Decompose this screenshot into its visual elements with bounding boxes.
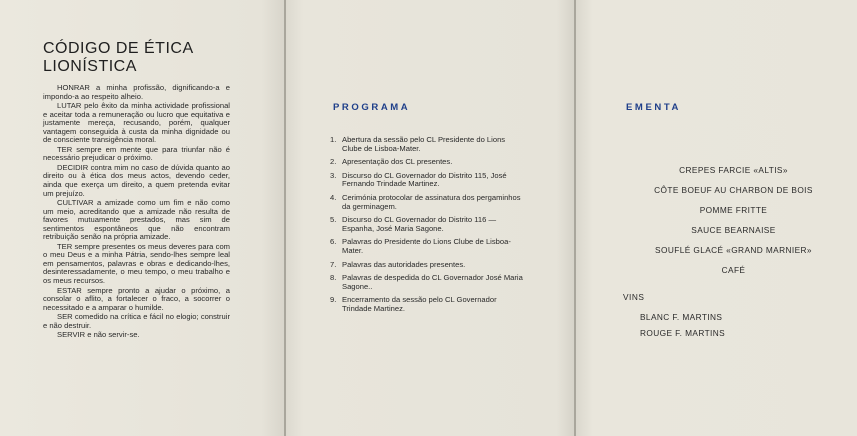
program-item-text: Discurso do CL Governador do Distrito 116 — Espanha, José Maria Sagone. bbox=[342, 215, 497, 233]
program-item bbox=[330, 274, 526, 291]
ethics-text bbox=[43, 84, 230, 341]
program-item bbox=[330, 158, 526, 167]
program-item-text: Palavras de despedida do CL Governador José Maria Sagone.. bbox=[342, 273, 523, 291]
program-item bbox=[330, 261, 526, 270]
program-item-number: 5. bbox=[330, 215, 337, 225]
ethics-paragraph: SER comedido na crítica e fácil no elogio; construir e não destruir. bbox=[43, 312, 230, 330]
program-item-number: 4. bbox=[330, 192, 337, 202]
program-item-number: 6. bbox=[330, 237, 337, 247]
ethics-panel bbox=[0, 0, 284, 436]
program-item-text: Encerramento da sessão pelo CL Governador Trindade Martinez. bbox=[342, 295, 497, 313]
ethics-paragraph: HONRAR a minha profissão, dignificando-a e impondo-a ao respeito alheio. bbox=[43, 83, 230, 101]
ethics-paragraph: DECIDIR contra mim no caso de dúvida quanto ao direito ou à ética dos meus actos, devendo ceder, ainda que exerça um direito, a quem pretenda evitar um prejuízo. bbox=[43, 162, 230, 198]
program-item-text: Cerimónia protocolar de assinatura dos pergaminhos da germinagem. bbox=[342, 192, 521, 211]
program-item bbox=[330, 216, 526, 233]
program-item bbox=[330, 136, 526, 153]
menu-dishes bbox=[626, 166, 841, 286]
program-item-number: 1. bbox=[330, 135, 337, 144]
ethics-title-line1: CÓDIGO DE ÉTICA bbox=[43, 40, 194, 57]
menu-panel bbox=[576, 0, 857, 436]
ethics-paragraph: ESTAR sempre pronto a ajudar o próximo, a consolar o aflito, a fortalecer o fraco, a socorrer o necessitado e a amparar o humilde. bbox=[43, 285, 230, 312]
wines-list bbox=[640, 313, 725, 345]
ethics-title-line2: LIONÍSTICA bbox=[43, 58, 137, 75]
program-item-text: Palavras das autoridades presentes. bbox=[342, 259, 466, 269]
program-item-text: Apresentação dos CL presentes. bbox=[342, 157, 453, 167]
ethics-paragraph: LUTAR pelo êxito da minha actividade profissional e aceitar toda a remuneração ou lucro que equitativa e justamente mereça, recusando, porém, qualquer vantagem conseguida à custa da minha dignidade ou de consciente transigência moral. bbox=[43, 101, 230, 145]
wine-item: ROUGE F. MARTINS bbox=[640, 328, 726, 338]
wine-item: BLANC F. MARTINS bbox=[640, 312, 723, 322]
menu-dish: SOUFLÉ GLACÉ «GRAND MARNIER» bbox=[655, 245, 812, 255]
program-item bbox=[330, 296, 526, 313]
program-item bbox=[330, 172, 526, 189]
menu-dish: CAFÉ bbox=[721, 265, 746, 275]
program-item-number: 3. bbox=[330, 170, 337, 180]
program-item-text: Discurso do CL Governador do Distrito 115, José Fernando Trindade Martinez. bbox=[342, 170, 507, 189]
program-item bbox=[330, 194, 526, 211]
program-item-number: 8. bbox=[330, 273, 337, 283]
ethics-paragraph: CULTIVAR a amizade como um fim e não como um meio, acreditando que a amizade não resulta de favores mutuamente prestados, mas sim de sentimentos espontâneos que não encontram retribuição senão na própria amizade. bbox=[43, 198, 230, 242]
ethics-paragraph: SERVIR e não servir-se. bbox=[57, 330, 140, 340]
program-list bbox=[330, 136, 526, 319]
program-item bbox=[330, 238, 526, 255]
program-heading: PROGRAMA bbox=[333, 102, 411, 113]
ethics-paragraph: TER sempre presentes os meus deveres para com o meu Deus e a minha Pátria, sendo-lhes sempre leal em pensamentos, palavras e obras e dedicando-lhes, desinteressadamente, o meu tempo, o meu trabalho e os meus recursos. bbox=[43, 241, 230, 286]
program-item-number: 2. bbox=[330, 157, 337, 167]
menu-dish: CREPES FARCIE «ALTIS» bbox=[679, 165, 788, 175]
menu-dish: SAUCE BEARNAISE bbox=[691, 225, 776, 235]
program-item-text: Palavras do Presidente do Lions Clube de Lisboa-Mater. bbox=[342, 237, 511, 255]
menu-heading: EMENTA bbox=[626, 102, 682, 113]
wines-heading: VINS bbox=[623, 292, 645, 302]
ethics-paragraph: TER sempre em mente que para triunfar não é necessário prejudicar o próximo. bbox=[43, 144, 230, 163]
ethics-title bbox=[43, 40, 194, 76]
menu-dish: POMME FRITTE bbox=[699, 205, 768, 215]
program-item-number: 7. bbox=[330, 259, 337, 269]
program-panel bbox=[286, 0, 574, 436]
program-item-number: 9. bbox=[330, 295, 337, 305]
program-item-text: Abertura da sessão pelo CL Presidente do Lions Clube de Lisboa-Mater. bbox=[342, 135, 506, 153]
menu-dish: CÔTE BOEUF AU CHARBON DE BOIS bbox=[654, 185, 813, 195]
